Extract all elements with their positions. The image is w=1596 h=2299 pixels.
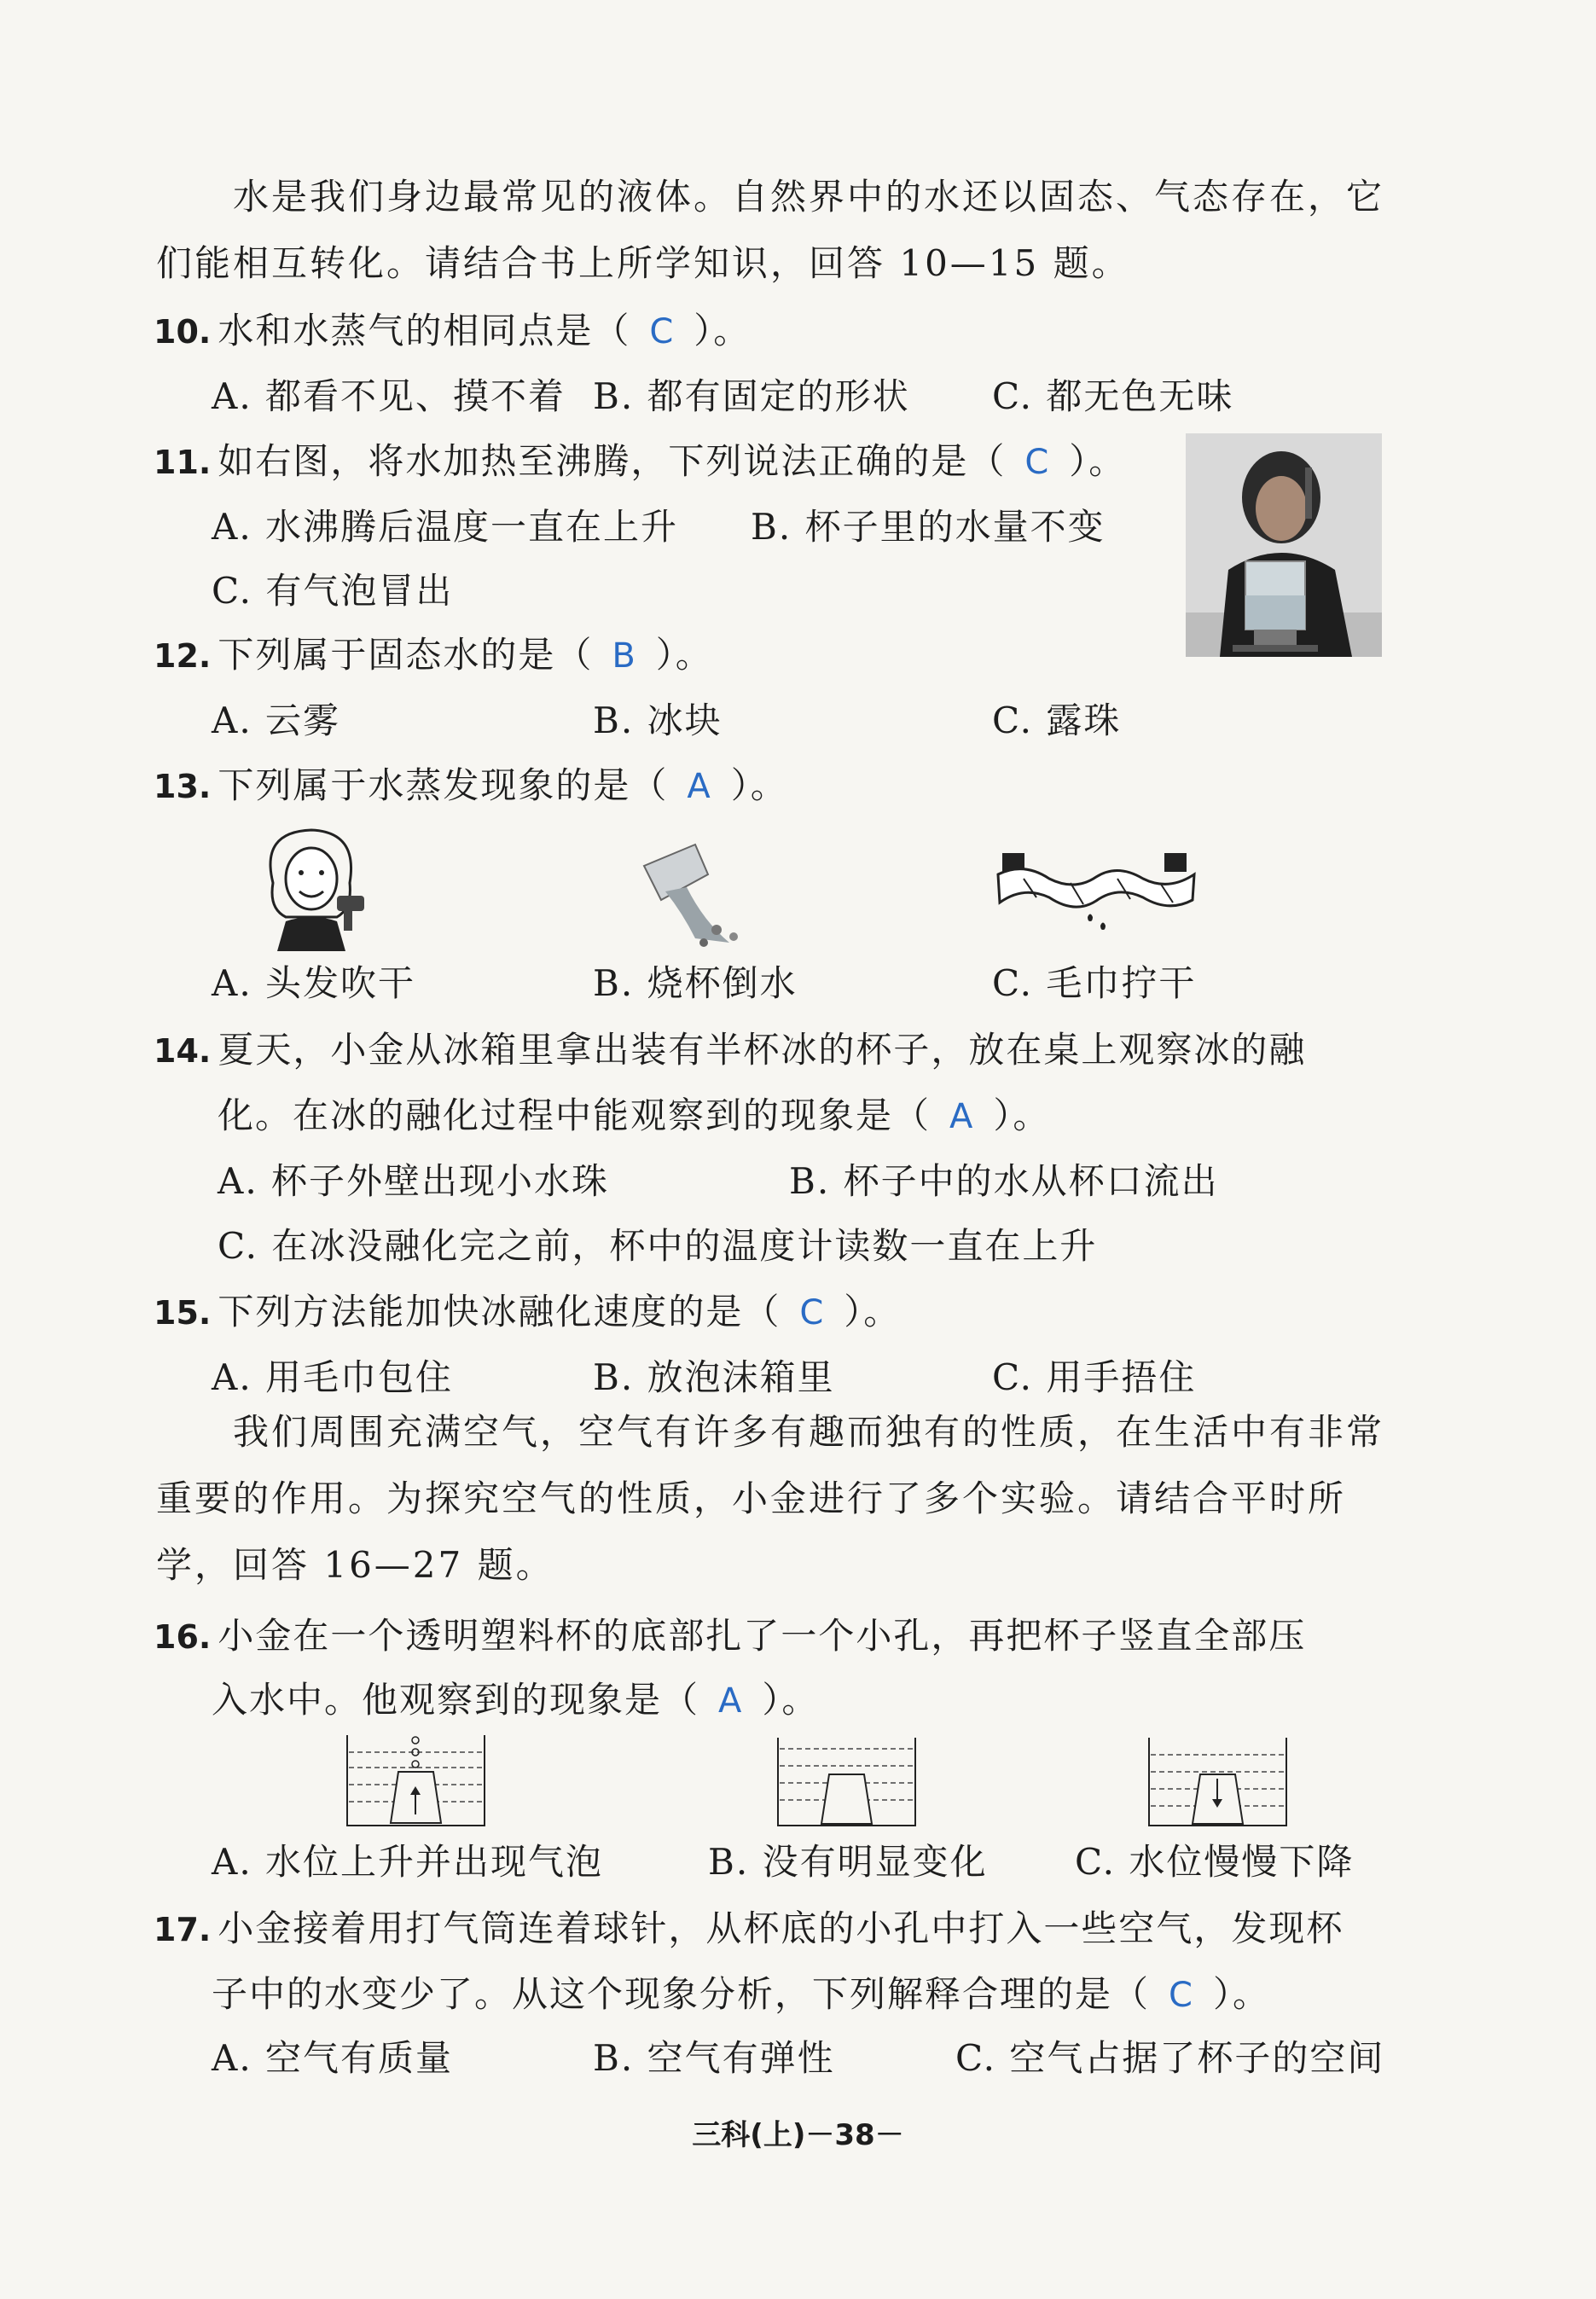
option-c: C. 有气泡冒出 — [212, 570, 454, 612]
option-b: B. 都有固定的形状 — [593, 375, 910, 417]
answer: A — [718, 1681, 744, 1721]
question-text: 下列属于固态水的是（ — [218, 634, 594, 676]
option-c: C. 空气占据了杯子的空间 — [955, 2037, 1385, 2079]
question-16 — [154, 1608, 1306, 1659]
question-text-end: ）。 — [694, 310, 752, 351]
question-text: 下列方法能加快冰融化速度的是（ — [218, 1291, 781, 1332]
question-13 — [154, 758, 788, 809]
intro-text: 水是我们身边最常见的液体。自然界中的水还以固态、气态存在，它们能相互转化。请结合书上所学知识，回答 10—15 题。 — [156, 176, 1385, 284]
boiling-water-photo — [1186, 433, 1382, 657]
option-c: C. 在冰没融化完之前，杯中的温度计读数一直在上升 — [218, 1225, 1098, 1267]
answer: A — [949, 1097, 975, 1136]
question-14-line2 — [218, 1088, 1050, 1139]
option-a: A. 头发吹干 — [212, 962, 416, 1004]
option-a: A. 用毛巾包住 — [212, 1356, 454, 1398]
question-text: 水和水蒸气的相同点是（ — [218, 310, 631, 351]
question-11 — [154, 433, 1126, 485]
option-b: B. 冰块 — [593, 700, 723, 741]
question-text: 夏天，小金从冰箱里拿出装有半杯冰的杯子，放在桌上观察冰的融 — [218, 1029, 1307, 1071]
question-17-line2 — [212, 1966, 1270, 2017]
question-text-end: ）。 — [730, 764, 788, 806]
question-text-end: ）。 — [762, 1679, 820, 1721]
question-number: 16. — [154, 1618, 212, 1656]
question-number: 17. — [154, 1911, 212, 1948]
option-a: A. 水沸腾后温度一直在上升 — [212, 506, 679, 548]
option-c: C. 都无色无味 — [992, 375, 1234, 417]
question-number: 15. — [154, 1294, 212, 1332]
question-number: 10. — [154, 313, 212, 351]
question-text-end: ）。 — [655, 634, 713, 676]
question-12 — [154, 627, 713, 678]
option-c: C. 毛巾拧干 — [992, 962, 1197, 1004]
page-footer: 三科(上)－38－ — [692, 2118, 904, 2152]
option-a: A. 杯子外壁出现小水珠 — [218, 1160, 610, 1202]
cup-diagram-c — [1147, 1736, 1288, 1827]
cup-diagram-a — [345, 1733, 486, 1827]
question-text: 入水中。他观察到的现象是（ — [212, 1679, 700, 1721]
question-text: 下列属于水蒸发现象的是（ — [218, 764, 669, 806]
question-text: 化。在冰的融化过程中能观察到的现象是（ — [218, 1094, 931, 1136]
option-b: B. 没有明显变化 — [708, 1841, 988, 1883]
question-17 — [154, 1901, 1344, 1952]
question-14 — [154, 1022, 1306, 1073]
question-text: 小金在一个透明塑料杯的底部扎了一个小孔，再把杯子竖直全部压 — [218, 1615, 1307, 1657]
wringing-towel-illustration — [990, 845, 1203, 938]
question-16-line2 — [212, 1672, 819, 1723]
option-b: B. 杯子中的水从杯口流出 — [789, 1160, 1219, 1202]
answer: B — [612, 636, 637, 676]
answer: C — [799, 1293, 826, 1332]
question-text-end: ）。 — [993, 1094, 1051, 1136]
option-c: C. 用手捂住 — [992, 1356, 1197, 1398]
answer: C — [1169, 1976, 1194, 2015]
intro-text: 我们周围充满空气，空气有许多有趣而独有的性质，在生活中有非常重要的作用。为探究空气的性质，小金进行了多个实验。请结合平时所学，回答 16—27 题。 — [156, 1411, 1385, 1586]
question-text: 子中的水变少了。从这个现象分析，下列解释合理的是（ — [212, 1973, 1151, 2015]
question-text: 如右图，将水加热至沸腾，下列说法正确的是（ — [218, 440, 1007, 482]
cup-diagram-b — [776, 1736, 917, 1827]
answer: C — [649, 312, 676, 351]
question-text-end: ）。 — [844, 1291, 902, 1332]
option-a: A. 水位上升并出现气泡 — [212, 1841, 604, 1883]
answer: C — [1024, 443, 1051, 482]
option-b: B. 空气有弹性 — [593, 2037, 835, 2079]
hair-dryer-illustration — [252, 823, 371, 951]
option-a: A. 云雾 — [212, 700, 341, 741]
intro-paragraph-water — [156, 164, 1393, 297]
option-c: C. 露珠 — [992, 700, 1122, 741]
question-text-end: ）。 — [1069, 440, 1127, 482]
question-text: 小金接着用打气筒连着球针，从杯底的小孔中打入一些空气，发现杯 — [218, 1907, 1344, 1949]
option-b: B. 杯子里的水量不变 — [751, 506, 1106, 548]
question-15 — [154, 1284, 901, 1335]
question-number: 11. — [154, 444, 212, 481]
question-text-end: ）。 — [1212, 1973, 1270, 2015]
option-a: A. 都看不见、摸不着 — [212, 375, 566, 417]
intro-paragraph-air — [156, 1399, 1393, 1599]
question-number: 14. — [154, 1032, 212, 1070]
question-number: 13. — [154, 768, 212, 805]
option-c: C. 水位慢慢下降 — [1075, 1841, 1355, 1883]
pouring-beaker-illustration — [635, 836, 755, 951]
option-b: B. 放泡沫箱里 — [593, 1356, 835, 1398]
question-10 — [154, 303, 751, 354]
question-number: 12. — [154, 637, 212, 675]
option-a: A. 空气有质量 — [212, 2037, 454, 2079]
option-b: B. 烧杯倒水 — [593, 962, 798, 1004]
answer: A — [687, 767, 712, 806]
